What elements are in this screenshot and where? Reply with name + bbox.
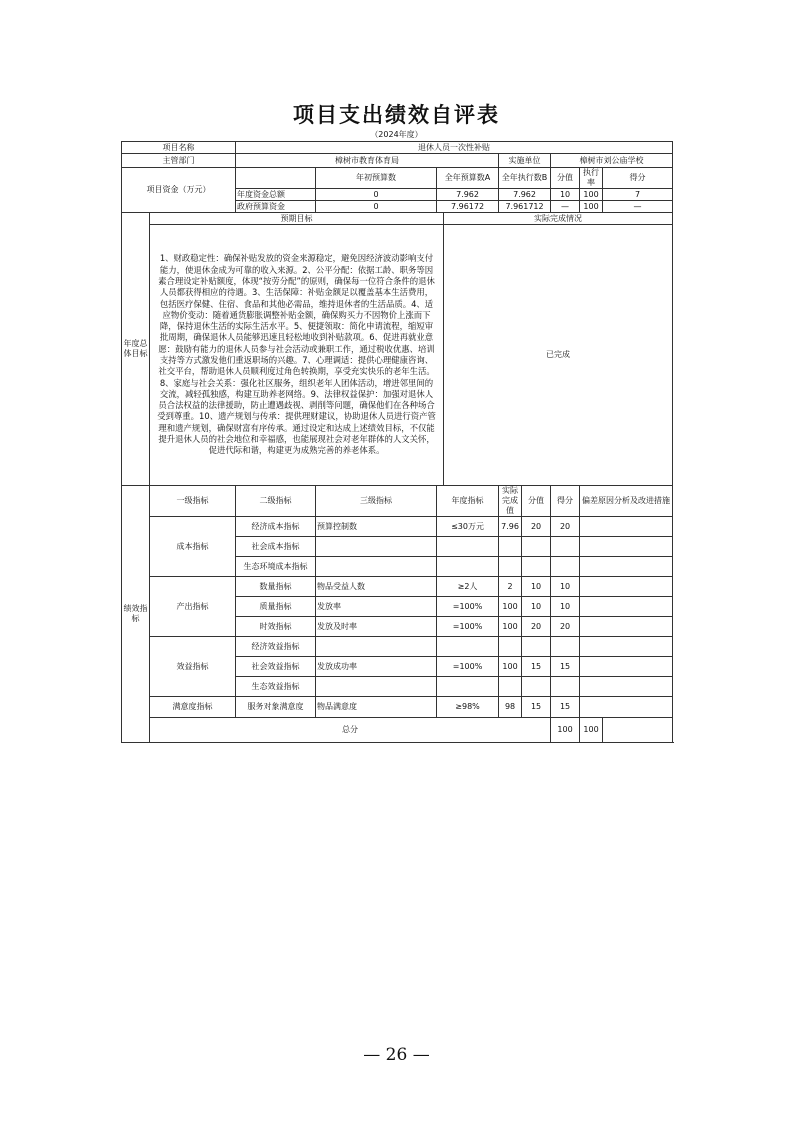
- project-name-value: 退休人员一次性补贴: [236, 142, 673, 154]
- funds-header-initial: 年初预算数: [316, 168, 437, 189]
- ind-level2: 生态效益指标: [236, 677, 316, 697]
- funds-initial: 0: [316, 201, 437, 213]
- ind-level2: 经济效益指标: [236, 637, 316, 657]
- funds-score: —: [603, 201, 673, 213]
- ind-actual: 100: [499, 617, 522, 637]
- page-title: 项目支出绩效自评表: [293, 102, 500, 127]
- ind-score: 15: [551, 697, 580, 718]
- ind-level2: 经济成本指标: [236, 517, 316, 537]
- ind-header-score: 得分: [551, 486, 580, 517]
- ind-score-value: [522, 537, 551, 557]
- goals-label: 年度总体目标: [122, 213, 150, 486]
- funds-label: 项目资金（万元）: [122, 168, 236, 213]
- ind-level3: 物品受益人数: [316, 577, 437, 597]
- ind-level3: [316, 557, 437, 577]
- funds-header-score-value: 分值: [551, 168, 580, 189]
- ind-level1: 满意度指标: [150, 697, 236, 718]
- ind-score: [551, 537, 580, 557]
- total-score-value: 100: [551, 718, 580, 743]
- table-row: [122, 168, 673, 189]
- table-row: [122, 577, 673, 597]
- ind-level3: [316, 537, 437, 557]
- ind-score: 15: [551, 657, 580, 677]
- ind-score-value: [522, 637, 551, 657]
- ind-target: [437, 537, 499, 557]
- ind-score: 10: [551, 597, 580, 617]
- ind-target: =100%: [437, 597, 499, 617]
- project-name-label: 项目名称: [122, 142, 236, 154]
- funds-annual: 7.962: [437, 189, 499, 201]
- ind-note: [580, 537, 673, 557]
- total-score: 100: [580, 718, 603, 743]
- goals-actual-text: 已完成: [444, 225, 673, 486]
- ind-level3: 发放成功率: [316, 657, 437, 677]
- funds-header-rate: 执行率: [580, 168, 603, 189]
- ind-score-value: 10: [522, 577, 551, 597]
- ind-header-level2: 二级指标: [236, 486, 316, 517]
- ind-note: [580, 557, 673, 577]
- ind-note: [580, 517, 673, 537]
- ind-level2: 社会成本指标: [236, 537, 316, 557]
- table-row: [122, 142, 673, 154]
- ind-actual: 7.96: [499, 517, 522, 537]
- table-row: [122, 154, 673, 168]
- ind-score-value: 20: [522, 517, 551, 537]
- total-note: [603, 718, 673, 743]
- performance-evaluation-table: [121, 141, 673, 743]
- table-row: [122, 637, 673, 657]
- funds-score-value: —: [551, 201, 580, 213]
- ind-actual: 2: [499, 577, 522, 597]
- ind-header-level1: 一级指标: [150, 486, 236, 517]
- table-row: [122, 517, 673, 537]
- ind-target: [437, 637, 499, 657]
- ind-target: ≥2人: [437, 577, 499, 597]
- funds-row-name: 年度资金总额: [236, 189, 316, 201]
- ind-actual: [499, 537, 522, 557]
- dept-value: 樟树市教育体育局: [236, 154, 499, 168]
- ind-note: [580, 597, 673, 617]
- ind-note: [580, 697, 673, 718]
- ind-score: 10: [551, 577, 580, 597]
- ind-level3: 发放及时率: [316, 617, 437, 637]
- ind-actual: 100: [499, 597, 522, 617]
- page-number: — 26 —: [363, 1045, 430, 1065]
- ind-score-value: 15: [522, 697, 551, 718]
- table-row: [122, 213, 673, 225]
- ind-header-score-value: 分值: [522, 486, 551, 517]
- goals-expected-header: 预期目标: [150, 213, 444, 225]
- ind-score-value: 10: [522, 597, 551, 617]
- ind-header-note: 偏差原因分析及改进措施: [580, 486, 673, 517]
- ind-header-target: 年度指标: [437, 486, 499, 517]
- funds-executed: 7.962: [499, 189, 551, 201]
- goals-actual-header: 实际完成情况: [444, 213, 673, 225]
- ind-level2: 服务对象满意度: [236, 697, 316, 718]
- ind-target: ≥98%: [437, 697, 499, 718]
- funds-initial: 0: [316, 189, 437, 201]
- ind-note: [580, 637, 673, 657]
- ind-score: 20: [551, 517, 580, 537]
- ind-level3: 发放率: [316, 597, 437, 617]
- funds-score: 7: [603, 189, 673, 201]
- ind-actual: [499, 637, 522, 657]
- table-row: [122, 225, 673, 486]
- ind-target: =100%: [437, 617, 499, 637]
- ind-score: [551, 637, 580, 657]
- funds-blank-cell: [236, 168, 316, 189]
- ind-level3: [316, 677, 437, 697]
- ind-header-actual: 实际完成值: [499, 486, 522, 517]
- funds-rate: 100: [580, 189, 603, 201]
- ind-target: [437, 677, 499, 697]
- report-year: （2024年度）: [370, 130, 423, 139]
- ind-level2: 数量指标: [236, 577, 316, 597]
- funds-executed: 7.961712: [499, 201, 551, 213]
- ind-actual: 100: [499, 657, 522, 677]
- ind-actual: 98: [499, 697, 522, 718]
- ind-level2: 质量指标: [236, 597, 316, 617]
- ind-level3: [316, 637, 437, 657]
- ind-score-value: 15: [522, 657, 551, 677]
- ind-target: =100%: [437, 657, 499, 677]
- ind-note: [580, 657, 673, 677]
- funds-rate: 100: [580, 201, 603, 213]
- table-body: [122, 142, 673, 743]
- ind-actual: [499, 557, 522, 577]
- ind-score: [551, 557, 580, 577]
- ind-level2: 生态环境成本指标: [236, 557, 316, 577]
- ind-score-value: [522, 677, 551, 697]
- funds-header-executed: 全年执行数B: [499, 168, 551, 189]
- goals-expected-text: 1、财政稳定性：确保补贴发放的资金来源稳定，避免因经济波动影响支付能力，使退休金成为可靠的收入来源。2、公平分配：依据工龄、职务等因素合理设定补贴额度，体现“按劳分配”的原则，确保每一位符合条件的退休人员都获得相应的待遇。3、生活保障：补贴金额足以覆盖基本生活费用，包括医疗保健、住宿、食品和其他必需品，维持退休者的生活品质。4、适应物价变动：随着通货膨胀调整补贴金额，确保购买力不因物价上涨而下降，保持退休生活的实际生活水平。5、便捷领取：简化申请流程，缩短审批周期，确保退休人员能够迅速且轻松地收到补贴款项。6、促进再就业意愿：鼓励有能力的退休人员参与社会活动或兼职工作，通过税收优惠、培训支持等方式激发他们重返职场的兴趣。7、心理调适：提供心理健康咨询、社交平台，帮助退休人员顺利度过角色转换期，享受充实快乐的老年生活。8、家庭与社会关系：强化社区服务，组织老年人团体活动，增进邻里间的交流，减轻孤独感，构建互助养老网络。9、法律权益保护：加强对退休人员合法权益的法律援助，防止遭遇歧视、剥削等问题，确保他们在各种场合受到尊重。10、遗产规划与传承：提供理财建议，协助退休人员进行资产管理和遗产规划，确保财富有序传承。通过设定和达成上述绩效目标，不仅能提升退休人员的社会地位和幸福感，也能展现社会对老年群体的人文关怀，促进代际和谐，构建更为成熟完善的养老体系。: [150, 225, 444, 486]
- ind-level1: 产出指标: [150, 577, 236, 637]
- ind-note: [580, 677, 673, 697]
- funds-header-annual: 全年预算数A: [437, 168, 499, 189]
- ind-target: ≤30万元: [437, 517, 499, 537]
- ind-level2: 社会效益指标: [236, 657, 316, 677]
- ind-header-level3: 三级指标: [316, 486, 437, 517]
- total-label: 总分: [150, 718, 551, 743]
- ind-note: [580, 617, 673, 637]
- funds-annual: 7.96172: [437, 201, 499, 213]
- dept-label: 主管部门: [122, 154, 236, 168]
- ind-level1: 成本指标: [150, 517, 236, 577]
- table-row: [122, 486, 673, 517]
- ind-score-value: [522, 557, 551, 577]
- funds-score-value: 10: [551, 189, 580, 201]
- ind-score: 20: [551, 617, 580, 637]
- ind-actual: [499, 677, 522, 697]
- ind-target: [437, 557, 499, 577]
- table-row: [122, 718, 673, 743]
- funds-header-score: 得分: [603, 168, 673, 189]
- impl-unit-label: 实施单位: [499, 154, 551, 168]
- funds-row-name: 政府预算资金: [236, 201, 316, 213]
- ind-level3: 物品满意度: [316, 697, 437, 718]
- indicators-label: 绩效指标: [122, 486, 150, 743]
- ind-score: [551, 677, 580, 697]
- ind-level3: 预算控制数: [316, 517, 437, 537]
- table-row: [122, 697, 673, 718]
- ind-level1: 效益指标: [150, 637, 236, 697]
- ind-level2: 时效指标: [236, 617, 316, 637]
- ind-note: [580, 577, 673, 597]
- ind-score-value: 20: [522, 617, 551, 637]
- impl-unit-value: 樟树市刘公庙学校: [551, 154, 673, 168]
